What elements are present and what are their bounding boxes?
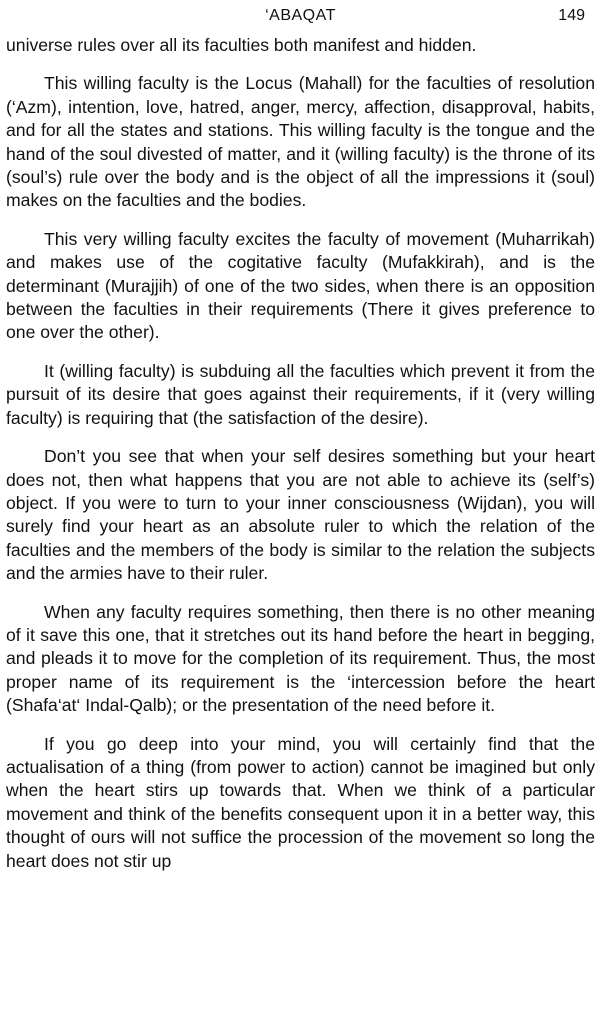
body-text [6,34,595,873]
paragraph-continued: universe rules over all its faculties both manifest and hidden. [6,35,477,55]
running-header [6,0,595,34]
paragraph-intercession: When any faculty requires something, then there is no other meaning of it save this one, that it stretches out its hand before the heart in begging, and pleads it to move for the completion of its requirement. Thus, the most proper name of its requirement is the ‘intercession before the heart (Shafa‘at‘ Indal-Qalb); or the presentation of the need before it. [6,601,595,716]
paragraph-heart-stirs: If you go deep into your mind, you will certainly find that the actualisation of a thing (from power to action) cannot be imagined but only when the heart stirs up towards that. When we think of a particular movement and think of the benefits consequent upon it in a better way, this thought of ours will not suffice the procession of the movement so long the heart does not stir up [6,733,595,871]
running-head-title: ‘ABAQAT [265,7,336,24]
paragraph-faculty-of-movement: This very willing faculty excites the faculty of movement (Muharrikah) and makes use of the cogitative faculty (Mufakkirah), and is the determinant (Murajjih) of one of the two sides, when there is an opposition between the faculties in their requirements (There it gives preference to one over the other). [6,228,595,343]
paragraph-subduing-faculties: It (willing faculty) is subduing all the faculties which prevent it from the pursuit of its desire that goes against their requirements, if it (very willing faculty) is requiring that (the satisfaction of the desire). [6,360,595,428]
paragraph-willing-faculty-locus: This willing faculty is the Locus (Mahall) for the faculties of resolution (‘Azm), intention, love, hatred, anger, mercy, affection, disapproval, habits, and for all the states and stations. This willing faculty is the tongue and the hand of the soul divested of matter, and it (willing faculty) is the throne of its (soul’s) rule over the body and is the object of all the impressions it (soul) makes on the faculties and the bodies. [6,73,595,211]
paragraph-heart-as-ruler: Don’t you see that when your self desires something but your heart does not, then what happens that you are not able to achieve its (self’s) object. If you were to turn to your inner consciousness (Wijdan), you will surely find your heart as an absolute ruler to which the relation of the faculties and the members of the body is similar to the relation the subjects and the armies have to their ruler. [6,446,595,584]
page-number: 149 [558,7,585,24]
